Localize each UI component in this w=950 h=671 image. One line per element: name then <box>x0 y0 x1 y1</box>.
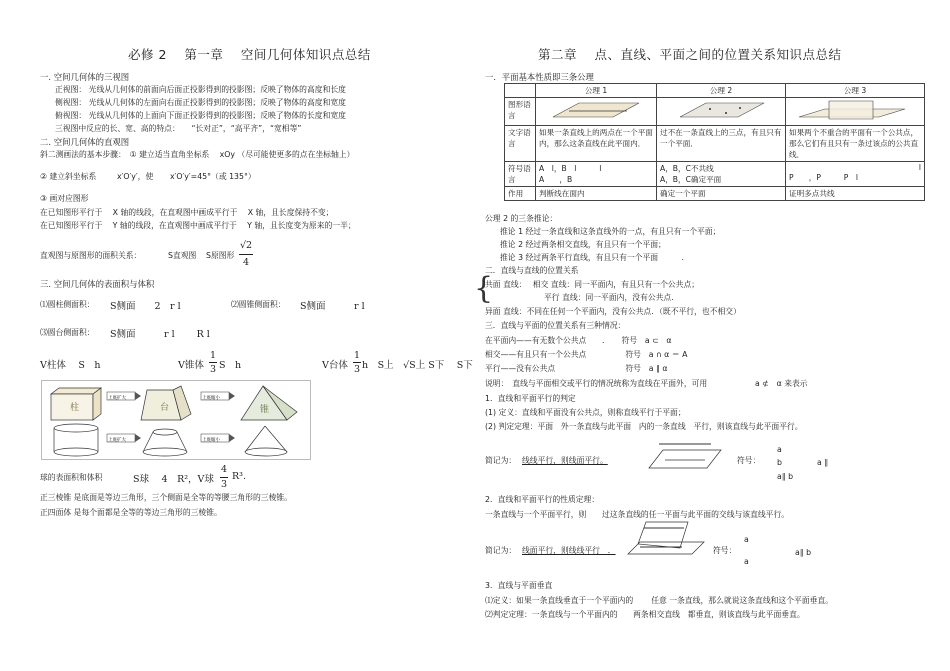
regular-tetrahedron-def: 正四面体 是每个面都是全等的等边三角形的三棱锥。 <box>40 508 222 517</box>
area-frac-num: √2 <box>240 240 253 251</box>
parallel-plane-figure <box>645 440 725 472</box>
volume-cone-frac-num: 1 <box>210 350 217 361</box>
sphere-label: 球的表面积和体积 <box>40 473 103 482</box>
axiom1-figure <box>539 99 649 121</box>
line-intersect-plane: 相交——有且只有一个公共点 符号 a ∩ α ＝ A <box>485 350 688 359</box>
symbol1-c: a ∥ <box>817 458 829 467</box>
volume-frustum-frac-num: 1 <box>354 350 361 361</box>
axiom2-symbol <box>657 162 786 187</box>
parallel-property-title: 2．直线和平面平行的性质定理： <box>485 495 600 504</box>
symbol2-c: a∥ b <box>795 548 812 557</box>
arrow-label-1: 上底扩大 <box>108 396 126 401</box>
section-line-plane: 三．直线与平面的位置关系有三种情况： <box>485 321 626 330</box>
symbol1-b: b <box>777 458 782 467</box>
oblique-rule-x: 在已知图形平行于 X 轴的线段，在直观图中画成平行于 X 轴，且长度保持不变； <box>40 208 334 217</box>
section-line-line: 二．直线与直线的位置关系 <box>485 266 579 275</box>
symbol1-a: a <box>777 445 782 454</box>
line-parallel-plane: 平行——没有公共点 符号 a ∥ α <box>485 364 668 373</box>
three-view-feature: 三视图中反应的长、宽、高的特点： “长对正”，“高平齐”，“宽相等” <box>55 124 302 133</box>
volume-frustum-rest: h S上 √S上 S下 S下 <box>362 360 473 371</box>
table-header-row <box>505 84 925 98</box>
note-outside-plane: 说明： 直线与平面相交或平行的情况统称为直线在平面外，可用 <box>485 379 708 388</box>
parallel-judge-title: 1．直线和平面平行的判定 <box>485 394 576 403</box>
corollary-3: 推论 3 经过两条平行直线，有且只有一个平面 . <box>500 253 684 262</box>
short-label-1: 简记为： <box>485 456 517 465</box>
cone-label: ⑵圆锥侧面积： <box>231 300 286 309</box>
perpendicular-definition: ⑴定义：如果一条直线垂直于一个平面内的 任意 一条直线，那么就说这条直线和这个平面垂直。 <box>485 596 834 605</box>
perpendicular-title: 3．直线与平面垂直 <box>485 581 553 590</box>
short-rule-1: 线线平行，则线面平行。 <box>522 456 608 465</box>
cone-formula: S侧面 r l <box>300 301 365 312</box>
row-label-text: 文字语言 <box>505 126 536 162</box>
note-notation: a ⊄ α 来表示 <box>755 379 808 388</box>
axiom3-figure <box>789 99 915 121</box>
volume-frustum-frac-den: 3 <box>354 364 361 375</box>
skew-lines: 异面 直线：不同在任何一个平面内，没有公共点．（既不平行，也不相交） <box>485 307 741 316</box>
corollary-1: 推论 1 经过一条直线和这条直线外的一点，有且只有一个平面； <box>500 227 721 236</box>
table-row <box>505 126 925 162</box>
oblique-step2-angle: x′O′y′=45°（或 135°） <box>170 172 256 181</box>
sphere-formula-a: S球 4 R²，V球 <box>133 474 214 485</box>
axiom2-figure <box>660 99 776 121</box>
volume-cone-frac-line <box>209 362 217 363</box>
section-axioms: 一．平面基本性质即三条公理 <box>485 72 594 82</box>
corollary-title: 公理 2 的三条推论： <box>485 214 558 223</box>
cylinder-formula: S侧面 2 r l <box>110 301 181 312</box>
left-title: 必修 2 第一章 空间几何体知识点总结 <box>128 47 371 62</box>
oblique-rule-y: 在已知图形平行于 Y 轴的线段，在直观图中画成平行于 Y 轴，且长度变为原来的一半； <box>40 221 356 230</box>
sphere-frac-line <box>220 477 228 478</box>
area-intuitive: S直观图 <box>168 251 197 260</box>
area-original: S原图形 <box>206 251 235 260</box>
axiom3-sym-b: l <box>918 163 921 172</box>
plane-intersection-figure <box>626 520 706 556</box>
axiom2-figure-cell <box>657 98 786 126</box>
axiom2-text: 过不在一条直线上的三点，有且只有一个平面． <box>657 126 786 162</box>
axiom1-figure-cell <box>536 98 657 126</box>
oblique-intro: 斜二测画法的基本步骤： ① 建立适当直角坐标系 xOy （尽可能使更多的点在坐标轴上） <box>40 150 355 159</box>
cylinder-label: ⑴圆柱侧面积： <box>40 300 95 309</box>
axiom2-use: 确定一个平面 <box>657 187 786 201</box>
axiom3-sym-c: P l <box>843 173 859 182</box>
regular-tri-pyramid-def: 正三棱锥 是底面是等边三角形，三个侧面是全等的等腰三角形的三棱锥。 <box>40 493 292 502</box>
axiom1-sym-a: A l，B l <box>539 164 577 173</box>
table-row <box>505 162 925 187</box>
axiom1-symbol <box>536 162 657 187</box>
volume-frustum-frac-line <box>353 362 361 363</box>
parallel-definition: (1) 定义：直线和平面没有公共点，则称直线平行于平面； <box>485 408 686 417</box>
oblique-step2-axes: x′O′y′，使 <box>117 172 154 181</box>
corollary-2: 推论 2 经过两条相交直线，有且只有一个平面； <box>500 240 666 249</box>
axiom1-sym-c: A ，B <box>539 175 573 184</box>
table-row <box>505 98 925 126</box>
sphere-frac-num: 4 <box>221 464 228 475</box>
table-header-axiom3: 公理 3 <box>786 84 925 98</box>
symbol2-a: a <box>744 535 749 544</box>
axiom2-sym-a: A，B，C不共线 <box>660 164 714 173</box>
table-row <box>505 187 925 201</box>
axiom2-sym-b: A，B，C确定平面 <box>660 175 722 184</box>
symbol2-b: a <box>744 557 749 566</box>
figure-label-frustum: 台 <box>160 403 170 413</box>
sphere-frac-den: 3 <box>221 479 228 490</box>
section-three-views: 一. 空间几何体的三视图 <box>40 72 130 82</box>
symbol-label-2: 符号： <box>713 546 737 555</box>
parallel-judge-theorem: (2) 判定定理：平面 外一条直线与此平面 内的一条直线 平行，则该直线与此平面平行。 <box>485 422 803 431</box>
axiom3-use: 证明多点共线 <box>786 187 925 201</box>
section-surface-volume: 三. 空间几何体的表面积与体积 <box>40 279 155 289</box>
oblique-step2-label: ② 建立斜坐标系 <box>40 172 97 181</box>
side-view-line: 侧视图： 光线从几何体的左面向右面正投影得到的投影图；反映了物体的高度和宽度 <box>55 98 346 107</box>
row-label-figure: 图形语言 <box>505 98 536 126</box>
table-header-axiom2: 公理 2 <box>657 84 786 98</box>
sphere-formula-b: R³. <box>232 471 246 482</box>
frustum-formula: S侧面 r l R l <box>110 329 210 340</box>
arrow-label-4: 上底缩小 <box>202 438 220 443</box>
solids-diagram <box>41 380 311 460</box>
row-label-use: 作用 <box>505 187 536 201</box>
arrow-label-2: 上底扩大 <box>108 438 126 443</box>
line-in-plane: 在平面内——有无数个公共点 ． 符号 a ⊂ α <box>485 336 672 345</box>
figure-label-pyramid: 锥 <box>260 405 270 415</box>
axiom3-figure-cell <box>786 98 925 126</box>
brace-icon: { <box>474 271 494 306</box>
frustum-label: ⑶圆台侧面积： <box>40 328 95 337</box>
perpendicular-theorem: ⑵判定定理：一条直线与一个平面内的 两条相交直线 都垂直，则该直线与此平面垂直。 <box>485 610 805 619</box>
short-label-2: 简记为： <box>485 546 517 555</box>
arrow-label-3: 上底缩小 <box>202 396 220 401</box>
area-frac-line <box>239 254 253 255</box>
short-rule-2: 线面平行，则线线平行 ． <box>522 546 616 555</box>
volume-cone-rest: S h <box>219 360 242 371</box>
row-label-symbol: 符号语言 <box>505 162 536 187</box>
axiom3-text: 如果两个不重合的平面有一个公共点，那么它们有且只有一条过该点的公共直线． <box>786 126 925 162</box>
volume-prism: V柱体 S h <box>40 360 101 371</box>
axiom1-text: 如果一条直线上的两点在一个平面内，那么这条直线在此平面内． <box>536 126 657 162</box>
table-header-axiom1: 公理 1 <box>536 84 657 98</box>
symbol1-d: a∥ b <box>777 472 794 481</box>
area-frac-den: 4 <box>243 257 250 268</box>
section-intuitive: 二. 空间几何体的直观图 <box>40 137 130 147</box>
axiom1-sym-b: l <box>599 164 602 173</box>
oblique-step3: ③ 画对应图形 <box>40 194 89 203</box>
coplanar-parallel: 平行 直线：同一平面内，没有公共点． <box>544 293 680 302</box>
symbol-label-1: 符号： <box>737 456 761 465</box>
axiom1-use: 判断线在面内 <box>536 187 657 201</box>
area-relation-label: 直观图与原图形的面积关系： <box>40 251 142 260</box>
parallel-property-body: 一条直线与一个平面平行，则 过这条直线的任一平面与此平面的交线与该直线平行。 <box>485 510 790 519</box>
front-view-line: 正视图： 光线从几何体的前面向后面正投影得到的投影图；反映了物体的高度和长度 <box>55 85 346 94</box>
right-title: 第二章 点、直线、平面之间的位置关系知识点总结 <box>538 47 842 62</box>
figure-label-prism: 柱 <box>70 403 80 413</box>
volume-cone-frac-den: 3 <box>210 364 217 375</box>
volume-cone-label: V锥体 <box>178 360 204 371</box>
axioms-table <box>504 83 925 201</box>
volume-frustum-label: V台体 <box>322 360 348 371</box>
axiom3-sym-a: P ，P <box>789 173 821 182</box>
table-header-empty <box>505 84 536 98</box>
axiom3-symbol <box>786 162 925 187</box>
coplanar-intersect: 共面 直线： 相交 直线：同一平面内，有且只有一个公共点； <box>485 280 700 289</box>
top-view-line: 俯视图： 光线从几何体的上面向下面正投影得到的投影图；反映了物体的长度和宽度 <box>55 111 346 120</box>
